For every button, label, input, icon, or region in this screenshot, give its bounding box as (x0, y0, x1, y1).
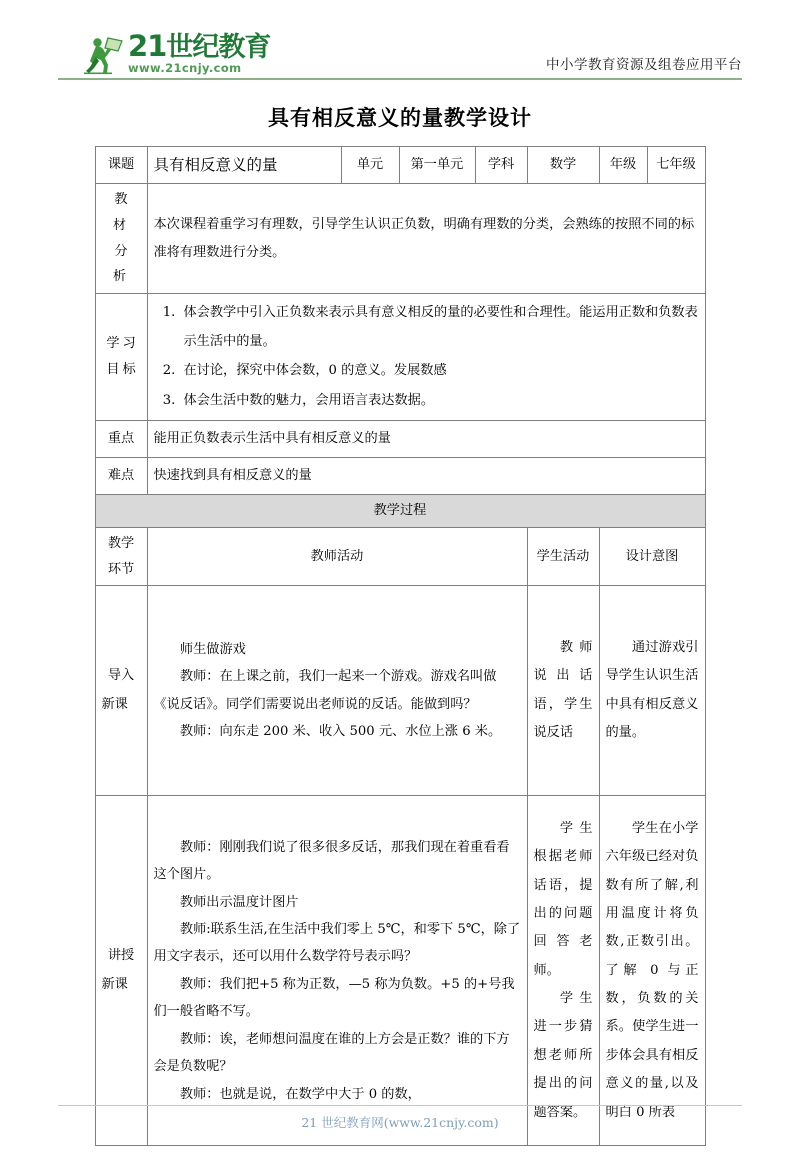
unit-label: 单元 (341, 147, 399, 184)
teacher-paragraph: 教师：也就是说，在数学中大于 0 的数， (179, 1086, 421, 1102)
intent-paragraph: 通过游戏引导学生认识生活中具有相反意义的量。 (605, 640, 699, 741)
column-header-teacher-activity: 教师活动 (147, 527, 527, 585)
teacher-paragraph: 教师：刚刚我们说了很多很多反话，那我们现在着重看看这个图片。 (153, 839, 510, 883)
grade-value: 七年级 (647, 147, 705, 184)
table-row-topic (95, 147, 705, 184)
stage-name-intro: 导入新课 (95, 586, 147, 796)
document-header (58, 22, 742, 80)
design-intent-intro (599, 586, 705, 796)
intent-paragraph: 学生在小学六年级已经对负数有所了解,利用温度计将负数,正数引出。了解 0 与正数，负数的关系。使学生进一步体会具有相反意义的量,以及明白 0 所表 (605, 820, 699, 1120)
teacher-paragraph: 师生做游戏 (179, 641, 246, 657)
difficulty-text (147, 458, 705, 495)
header-slogan: 中小学教育资源及组卷应用平台 (546, 57, 742, 73)
student-paragraph: 学生根据老师话语，提出的问题回答老师。 (533, 820, 593, 978)
material-analysis-label (95, 184, 147, 294)
table-row-key-point (95, 421, 705, 458)
document-footer: 21 世纪教育网(www.21cnjy.com) (58, 1105, 742, 1131)
teacher-activity-intro (147, 586, 527, 796)
student-activity-intro (527, 586, 599, 796)
material-analysis-label-line1: 教 材 (112, 192, 131, 233)
table-row-process-teaching (95, 796, 705, 1146)
table-row-process-headers (95, 527, 705, 585)
process-band-label: 教学过程 (95, 495, 705, 528)
objective-item: 1. 体会教学中引入正负数来表示具有意义相反的量的必要性和合理性。能运用正数和负数表示生活中的量。 (180, 299, 699, 356)
column-header-student-activity: 学生活动 (527, 527, 599, 585)
table-row-material-analysis (95, 184, 705, 294)
site-logo (58, 28, 271, 78)
material-analysis-label-line2: 分 析 (112, 243, 131, 285)
difficulty-paragraph: 快速找到具有相反意义的量 (153, 468, 312, 484)
objective-item: 2. 在讨论，探究中体会数，0 的意义。发展数感 (180, 357, 699, 385)
teacher-paragraph: 教师：在上课之前，我们一起来一个游戏。游戏名叫做《说反话》。同学们需要说出老师说的反话。能做到吗？ (153, 669, 497, 712)
table-row-difficulty (95, 458, 705, 495)
document-page (0, 22, 800, 1153)
subject-label: 学科 (475, 147, 527, 184)
column-header-stage: 教学环节 (95, 527, 147, 585)
page-title: 具有相反意义的量教学设计 (268, 105, 532, 130)
difficulty-label: 难点 (95, 458, 147, 495)
lesson-plan-table (95, 146, 706, 1146)
teacher-paragraph: 教师出示温度计图片 (179, 894, 299, 910)
logo-number: 21 (128, 28, 167, 63)
teacher-activity-teaching (147, 796, 527, 1146)
key-point-paragraph: 能用正负数表示生活中具有相反意义的量 (153, 431, 391, 447)
material-analysis-paragraph: 本次课程着重学习有理数，引导学生认识正负数，明确有理数的分类，会熟练的按照不同的标准将有理数进行分类。 (153, 217, 695, 260)
key-point-text (147, 421, 705, 458)
student-paragraph: 教师说出话语，学生说反话 (533, 640, 593, 741)
objectives-label (95, 294, 147, 421)
objectives-label-line1: 学习 (106, 336, 139, 352)
teacher-paragraph: 教师：向东走 200 米、收入 500 元、水位上涨 6 米。 (179, 724, 502, 740)
student-activity-teaching (527, 796, 599, 1146)
teacher-paragraph: 教师：诶，老师想问温度在谁的上方会是正数？谁的下方会是负数呢？ (153, 1031, 510, 1075)
topic-label: 课题 (95, 147, 147, 184)
teacher-paragraph: 教师:联系生活,在生活中我们零上 5℃，和零下 5℃，除了用文字表示，还可以用什么数学符号表示吗？ (153, 921, 521, 965)
stage-name-teaching: 讲授新课 (95, 796, 147, 1146)
logo-word: 世纪教育 (166, 31, 271, 63)
logo-url: www.21cnjy.com (128, 60, 242, 75)
student-paragraph: 学生进一步猜想老师所提出的问题答案。 (533, 991, 593, 1120)
grade-label: 年级 (599, 147, 647, 184)
key-point-label: 重点 (95, 421, 147, 458)
unit-value: 第一单元 (399, 147, 475, 184)
design-intent-teaching (599, 796, 705, 1146)
objectives-label-line2: 目标 (106, 362, 139, 378)
topic-value: 具有相反意义的量 (147, 147, 341, 184)
teacher-paragraph: 教师：我们把+5 称为正数，—5 称为负数。+5 的+号我们一般省略不写。 (153, 976, 515, 1020)
table-row-process-band (95, 495, 705, 528)
column-header-design-intent: 设计意图 (599, 527, 705, 585)
table-row-process-intro (95, 586, 705, 796)
logo-wordmark (128, 28, 271, 63)
logo-text (128, 28, 271, 76)
objectives-list-cell (147, 294, 705, 421)
table-row-objectives (95, 294, 705, 421)
objectives-list (154, 299, 699, 415)
subject-value: 数学 (527, 147, 599, 184)
material-analysis-text (147, 184, 705, 294)
objective-item: 3. 体会生活中数的魅力，会用语言表达数据。 (180, 387, 699, 415)
running-man-icon (84, 34, 124, 76)
